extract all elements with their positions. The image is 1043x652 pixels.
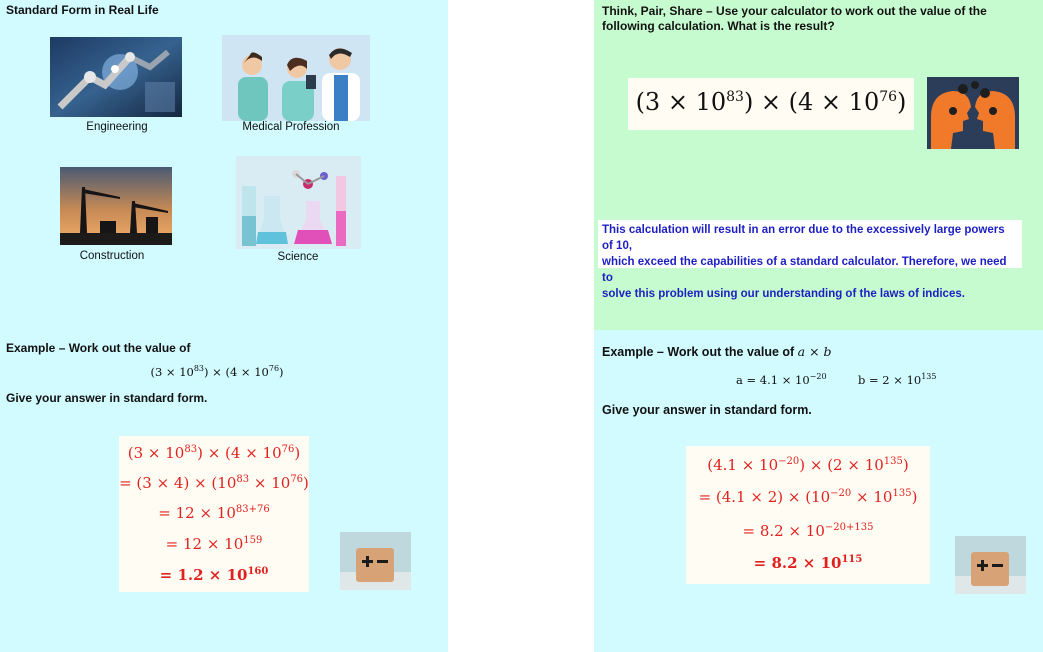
working-step-3: = $8.2 \times 10^{-20+135}$ [742, 522, 874, 540]
medical-label: Medical Profession [242, 121, 340, 133]
explanation-line-2: which exceed the capabilities of a standard calculator. Therefore, we need to [602, 256, 1007, 284]
working-answer: = $1.2 \times 10^{160}$ [159, 566, 269, 584]
construction-label: Construction [79, 250, 145, 262]
prompt-line-2: following calculation. What is the result? [602, 19, 835, 33]
definition-a: $a = 4.1 \times 10^{-20}$ [736, 372, 827, 387]
working-step-3: = $12 \times 10^{83+76}$ [158, 504, 270, 522]
panel-title: Standard Form in Real Life [6, 3, 159, 17]
expression-box [628, 78, 914, 130]
working-step-1: $(3 \times 10^{83}) \times (4 \times 10^{76})$ [127, 444, 301, 462]
engineering-image [50, 37, 182, 117]
science-image [236, 156, 361, 249]
panel-real-life [0, 0, 448, 326]
title-variable: a × b [797, 344, 832, 359]
panel-example-1 [0, 326, 448, 652]
panel-think-pair-share [594, 0, 1043, 330]
calculator-error-explanation [598, 220, 1022, 300]
example-title: Example – Work out the value of [6, 341, 191, 355]
expression: $(3 \times 10^{83}) \times (4 \times 10^{76})$ [635, 88, 907, 116]
working-box [686, 446, 930, 584]
construction-image [60, 167, 172, 245]
medical-image [222, 35, 370, 121]
panel-example-2 [594, 330, 1043, 652]
prompt-line-1: Think, Pair, Share – Use your calculator to work out the value of the [602, 4, 987, 18]
engineering-label: Engineering [86, 121, 148, 133]
working-box [119, 436, 309, 592]
plus-minus-image [955, 536, 1026, 594]
working-step-4: = $12 \times 10^{159}$ [165, 535, 263, 553]
science-label: Science [277, 251, 319, 263]
thinking-heads-image [927, 77, 1019, 149]
explanation-line-1: This calculation will result in an error due to the excessively large powers of 10, [602, 224, 1005, 252]
working-answer: = $8.2 \times 10^{115}$ [753, 554, 863, 572]
working-step-2: = $(4.1 \times 2) \times (10^{-20} \times 10^{135})$ [698, 488, 918, 506]
example-title: Example – Work out the value of a × b [602, 344, 832, 359]
definition-b: $b = 2 \times 10^{135}$ [858, 372, 937, 387]
instruction: Give your answer in standard form. [602, 403, 812, 417]
explanation-line-3: solve this problem using our understanding of the laws of indices. [602, 288, 965, 300]
example-question: $(3 \times 10^{83}) \times (4 \times 10^{76})$ [150, 364, 284, 379]
working-step-2: = $(3 \times 4) \times (10^{83} \times 10^{76})$ [119, 474, 309, 492]
plus-minus-image [340, 532, 411, 590]
working-step-1: $(4.1 \times 10^{-20}) \times (2 \times 10^{135})$ [707, 456, 909, 474]
instruction: Give your answer in standard form. [6, 391, 208, 405]
